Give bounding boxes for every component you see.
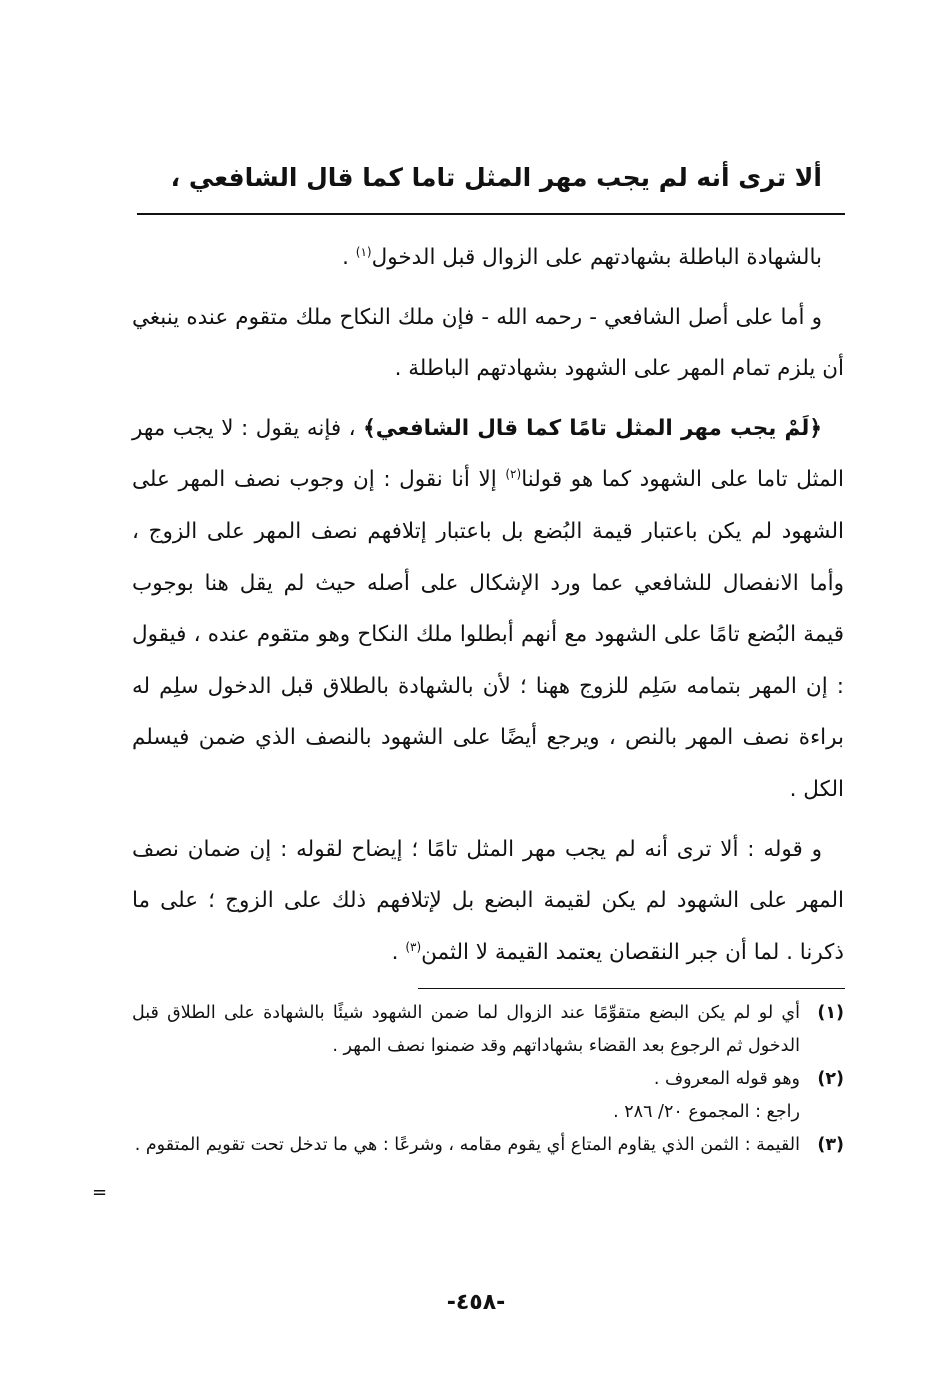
paragraph-3-text-b: إلا أنا نقول : إن وجوب نصف المهر على الشهود لم يكن باعتبار قيمة البُضع بل باعتبار إتلافهم نصف المهر على الزوج ، وأما الانفصال للشافعي عما ورد الإشكال على أصله حيث لم يقل هنا بوجوب قيمة البُضع تامًا على الشهود مع أنهم أبطلوا ملك النكاح وهو متقوم عنده ، فيقول : إن المهر بتمامه سَلِم للزوج ههنا ؛ لأن بالشهادة بالطلاق قبل الدخول سلِم له براءة نصف المهر بالنص ، ويرجع أيضًا على الشهود بالنصف الذي ضمن فيسلم الكل . (132, 467, 844, 802)
paragraph-3-text-a: ، فإنه يقول : لا يجب مهر المثل تاما على الشهود كما هو قولنا (132, 415, 844, 493)
paragraph-1 (132, 232, 844, 284)
paragraph-2: و أما على أصل الشافعي - رحمه الله - فإن ملك النكاح ملك متقوم عنده ينبغي أن يلزم تمام المهر على الشهود بشهادتهم الباطلة . (132, 304, 844, 382)
paragraph-4-text: و قوله : ألا ترى أنه لم يجب مهر المثل تامًا ؛ إيضاح لقوله : إن ضمان نصف المهر على الشهود لم يكن لقيمة البضع بل لإتلافهم ذلك على الزوج ؛ على ما ذكرنا . لما أن جبر النقصان يعتمد القيمة لا الثمن (132, 836, 844, 965)
footnote-1-text: أي لو لم يكن البضع متقوِّمًا عند الزوال لما ضمن الشهود شيئًا بالشهادة على الطلاق قبل الدخول ثم الرجوع بعد القضاء بشهاداتهم وقد ضمنوا نصف المهر . (132, 1003, 800, 1056)
page-number: -٤٥٨- (446, 1290, 506, 1315)
main-text (132, 232, 844, 986)
footnote-rule (418, 988, 845, 989)
footnote-3-text: القيمة : الثمن الذي يقاوم المتاع أي يقوم مقامه ، وشرعًا : هي ما تدخل تحت تقويم المتقوم . (134, 1135, 800, 1155)
footnote-ref-3: (٣) (405, 939, 422, 954)
paragraph-3 (132, 403, 844, 816)
footnote-2-text: وهو قوله المعروف . (653, 1069, 800, 1089)
footnote-ref-2: (٢) (505, 467, 522, 482)
footnote-3 (132, 1129, 844, 1162)
footnote-1 (132, 997, 844, 1063)
footnote-3-number: (٣) (817, 1135, 844, 1155)
paragraph-4-end: . (391, 939, 406, 965)
paragraph-1-text: بالشهادة الباطلة بشهادتهم على الزوال قبل الدخول (371, 245, 822, 270)
quoted-matn: ﴿لَمْ يجب مهر المثل تامًا كما قال الشافعي﴾ (363, 415, 822, 441)
footnote-2 (132, 1063, 844, 1096)
paragraph-4 (132, 824, 844, 979)
footnote-2-reference: راجع : المجموع ٢٠/ ٢٨٦ . (613, 1102, 800, 1122)
footnote-1-number: (١) (817, 1003, 844, 1023)
header-rule (137, 213, 845, 215)
paragraph-1-end: . (342, 245, 356, 270)
footnotes (132, 997, 844, 1162)
footnote-2-number: (٢) (817, 1069, 844, 1089)
margin-mark: = (92, 1182, 108, 1203)
running-header: ألا ترى أنه لم يجب مهر المثل تاما كما قال الشافعي ، (170, 163, 822, 192)
footnote-ref-1: (١) (355, 244, 372, 259)
